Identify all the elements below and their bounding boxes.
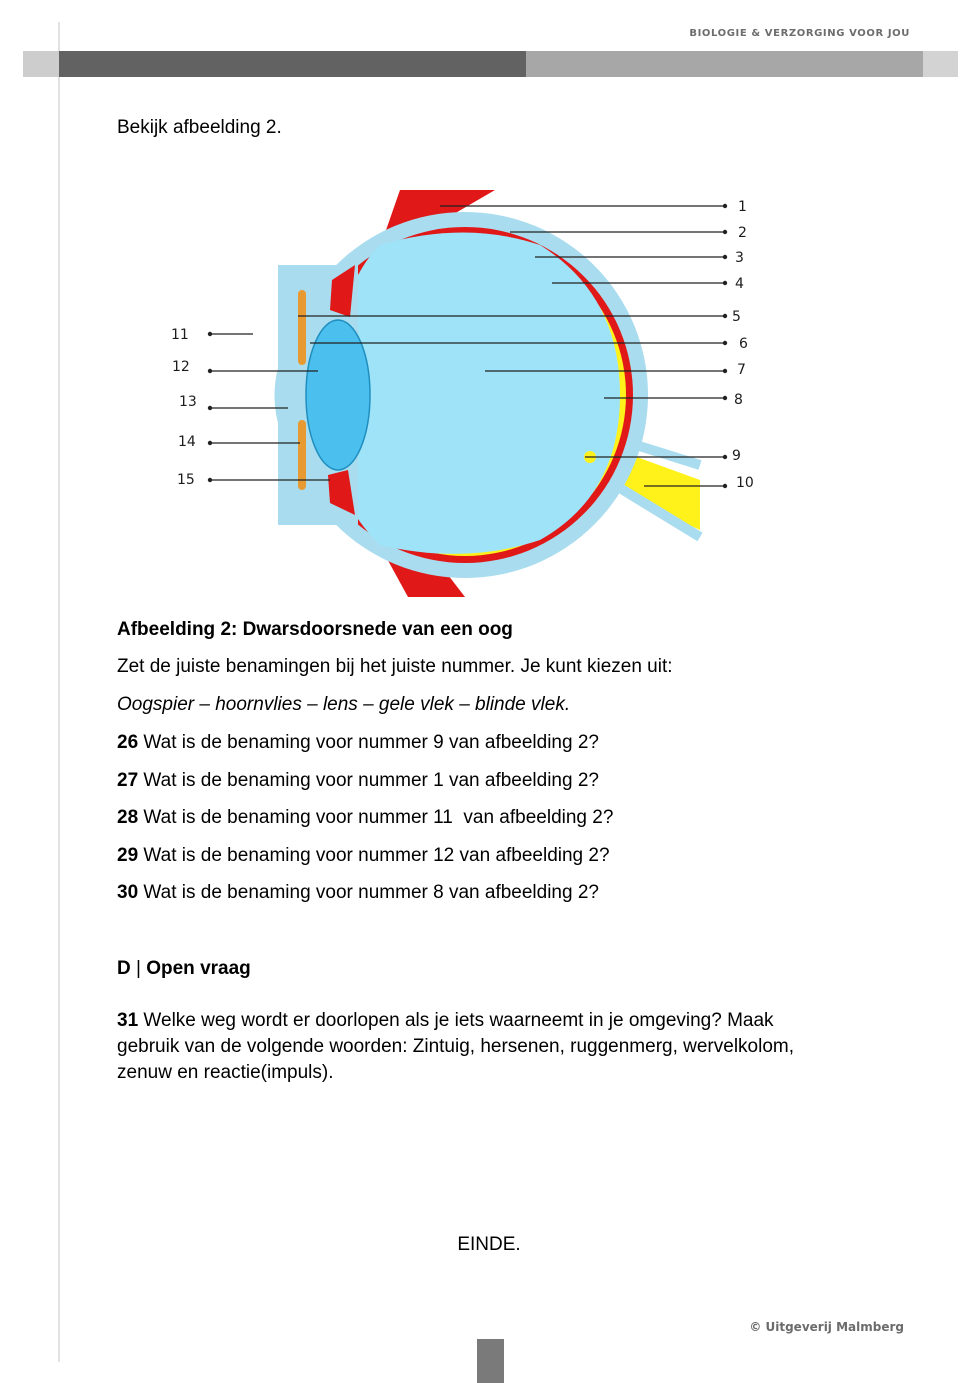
section-heading	[117, 956, 251, 982]
label-5: 5	[732, 309, 741, 325]
label-6: 6	[739, 336, 748, 352]
label-12: 12	[172, 359, 190, 375]
question-text: Wat is de benaming voor nummer 12 van afbeelding 2?	[138, 845, 610, 866]
question-number: 28	[117, 807, 139, 828]
question-text: Wat is de benaming voor nummer 9 van afbeelding 2?	[138, 732, 599, 753]
left-number-labels	[171, 327, 197, 488]
question-number: 29	[117, 845, 139, 866]
right-leader-dots	[723, 204, 727, 488]
label-8: 8	[734, 392, 743, 408]
end-marker: EINDE.	[457, 1234, 521, 1255]
question-text: Wat is de benaming voor nummer 11 van afbeelding 2?	[138, 807, 614, 828]
question-28	[117, 805, 613, 831]
label-14: 14	[178, 434, 196, 450]
question-27	[117, 768, 599, 794]
figure-caption: Afbeelding 2: Dwarsdoorsnede van een oog	[117, 619, 513, 640]
question-number: 30	[117, 882, 139, 903]
question-text: Wat is de benaming voor nummer 1 van afbeelding 2?	[138, 770, 599, 791]
header-bar-left	[23, 51, 59, 77]
right-number-labels	[732, 199, 754, 491]
label-15: 15	[177, 472, 195, 488]
header-bar-mid	[526, 51, 923, 77]
section-letter: D	[117, 958, 131, 979]
label-11: 11	[171, 327, 189, 343]
header-bar-dark	[59, 51, 526, 77]
label-9: 9	[732, 448, 741, 464]
label-1: 1	[738, 199, 747, 215]
footer-copyright: © Uitgeverij Malmberg	[749, 1320, 904, 1334]
question-text: Wat is de benaming voor nummer 8 van afbeelding 2?	[138, 882, 599, 903]
label-2: 2	[738, 225, 747, 241]
question-text: Welke weg wordt er doorlopen als je iets waarneemt in je omgeving? Maak gebruik van de volgende woorden: Zintuig, hersenen, ruggenmerg, wervelkolom, zenuw en reactie(impuls).	[117, 1010, 795, 1083]
label-10: 10	[736, 475, 754, 491]
eye-diagram	[160, 185, 770, 610]
left-leader-dots	[208, 332, 212, 482]
iris-top	[298, 290, 306, 365]
question-31	[117, 1008, 837, 1086]
label-13: 13	[179, 394, 197, 410]
label-3: 3	[735, 250, 744, 266]
section-separator: |	[130, 958, 147, 979]
page-margin-rule	[58, 22, 60, 1362]
question-number: 31	[117, 1010, 139, 1031]
question-26	[117, 730, 599, 756]
section-title: Open vraag	[146, 958, 251, 979]
question-29	[117, 843, 610, 869]
question-30	[117, 880, 599, 906]
header-brand: BIOLOGIE & VERZORGING VOOR JOU	[689, 28, 910, 39]
page-number-tab	[477, 1339, 504, 1383]
instruction-text: Zet de juiste benamingen bij het juiste nummer. Je kunt kiezen uit:	[117, 656, 673, 677]
label-7: 7	[737, 362, 746, 378]
question-number: 27	[117, 770, 139, 791]
eye-cross-section-figure	[160, 185, 770, 610]
intro-text: Bekijk afbeelding 2.	[117, 117, 282, 138]
label-4: 4	[735, 276, 744, 292]
answer-choices: Oogspier – hoornvlies – lens – gele vlek – blinde vlek.	[117, 694, 571, 715]
header-bar-right	[923, 51, 958, 77]
vitreous-body	[344, 233, 620, 554]
question-number: 26	[117, 732, 139, 753]
